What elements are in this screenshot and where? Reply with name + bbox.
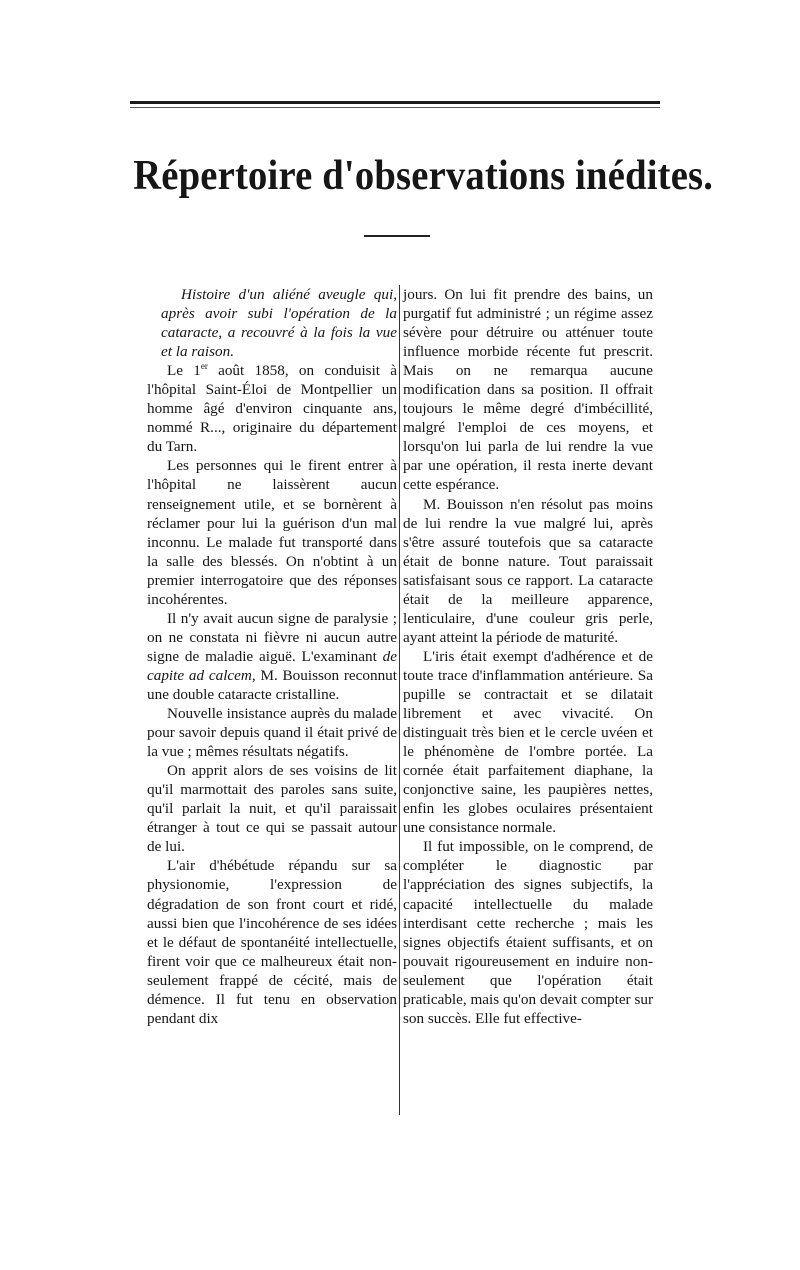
latin-phrase: de capite ad calcem <box>147 647 397 684</box>
paragraph: Nouvelle insistance auprès du malade pour savoir depuis quand il était privé de la vue ; mêmes résultats négatifs. <box>147 705 397 761</box>
left-column <box>147 285 397 1028</box>
column-divider <box>399 285 400 1115</box>
paragraph: Les personnes qui le firent entrer à l'hôpital ne laissèrent aucun renseignement utile, et se bornèrent à réclamer pour lui la guérison d'un mal inconnu. Le malade fut transporté dans la salle des blessés. On n'obtint à un premier interrogatoire que des réponses incohérentes. <box>147 457 397 608</box>
paragraph: L'iris était exempt d'adhérence et de toute trace d'inflammation antérieure. Sa pupille se contractait et se dilatait librement et avec vivacité. On distinguait très bien et le cercle uvéen et le phénomène de l'ombre portée. La cornée était parfaitement diaphane, la conjonctive saine, les paupières nettes, enfin les globes oculaires présentaient une consistance normale. <box>403 647 653 837</box>
header-rule-thick <box>130 101 660 104</box>
paragraph-text: Il n'y avait aucun signe de paralysie ; on ne constata ni fièvre ni aucun autre signe de maladie aiguë. L'examinant <box>147 609 397 665</box>
paragraph: On apprit alors de ses voisins de lit qu'il marmottait des paroles sans suite, qu'il parlait la nuit, et qu'il paraissait étranger à tout ce qui se passait autour de lui. <box>147 762 397 856</box>
paragraph <box>147 609 397 704</box>
paragraph-text: , M. Bouisson reconnut une double cataracte cristalline. <box>147 666 397 703</box>
paragraph <box>147 361 397 456</box>
right-column <box>403 285 653 1028</box>
title-separator-rule <box>364 235 430 237</box>
paragraph: L'air d'hébétude répandu sur sa physionomie, l'expression de dégradation de son front court et ridé, aussi bien que l'incohérence de ses idées et le défaut de spontanéité intellectuelle, firent voir que ce malheureux était non-seulement frappé de cécité, mais de démence. Il fut tenu en observation pendant dix <box>147 857 397 1027</box>
article-heading: Histoire d'un aliéné aveugle qui, après avoir subi l'opération de la cataracte, a recouvré à la fois la vue et la raison. <box>161 286 397 361</box>
paragraph-text: Le 1 <box>167 362 201 380</box>
paragraph: Il fut impossible, on le comprend, de compléter le diagnostic par l'appréciation des signes subjectifs, la capacité intellectuelle du malade interdisant cette recherche ; mais les signes objectifs étaient suffisants, et on pouvait rigoureusement en induire non-seulement que l'opération était praticable, mais qu'on devait compter sur son succès. Elle fut effective- <box>403 838 653 1027</box>
header-rule-thin <box>130 107 660 108</box>
paragraph: M. Bouisson n'en résolut pas moins de lui rendre la vue malgré lui, après s'être assuré toutefois que sa cataracte était de bonne nature. Tout paraissait satisfaisant sous ce rapport. La cataracte était de la meilleure apparence, lenticulaire, d'une couleur gris perle, ayant atteint la période de maturité. <box>403 495 653 646</box>
superscript: er <box>200 361 208 372</box>
page-title: Répertoire d'observations inédites. <box>133 153 714 199</box>
paragraph-text: août 1858, on conduisit à l'hôpital Saint-Éloi de Montpellier un homme âgé d'environ cinquante ans, nommé R..., originaire du département du Tarn. <box>147 362 397 456</box>
paragraph: jours. On lui fit prendre des bains, un purgatif fut administré ; un régime assez sévère pour détruire ou atténuer toute influence morbide récente fut prescrit. Mais on ne remarqua aucune modification dans sa position. Il offrait toujours le même degré d'imbécillité, malgré l'emploi de ces moyens, et lorsqu'on lui parla de lui rendre la vue par une opération, il resta inerte devant cette espérance. <box>403 286 653 494</box>
